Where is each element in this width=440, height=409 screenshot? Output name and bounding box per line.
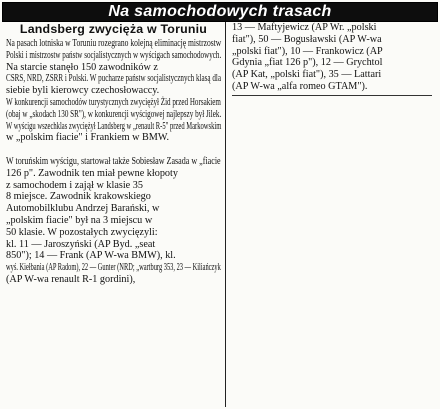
- text-line: 850"); 14 — Frank (AP W-wa BMW), kl.: [6, 250, 176, 262]
- text-line: Automobilklubu Andrzej Barański, w: [6, 203, 160, 215]
- text-line: W wyścigu wszechklas zwyciężył Landsberg w „renault R-5" przed Markowskim: [6, 120, 222, 132]
- text-line: fiat"), 50 — Bogusławski (AP W-wa: [232, 33, 382, 45]
- text-line: Polski i mistrzostw państw socjalistycznych w wyścigach samochodowych.: [6, 49, 222, 61]
- text-line: Gdynia „fiat 126 p"), 12 — Grychtol: [232, 57, 383, 69]
- text-line: W toruńskim wyścigu, startował także Sobiesław Zasada w „fiacie: [6, 155, 221, 167]
- text-line: CSRS, NRD, ZSRR i Polski. W pucharze państw socjalistycznych klasą dla: [6, 73, 221, 85]
- text-line: (AP Kat, „polski fiat"), 35 — Lattari: [232, 69, 382, 81]
- text-line: 13 — Maftyjewicz (AP Wr. „polski: [232, 22, 377, 33]
- column-divider: [225, 22, 226, 407]
- article-body-left: [6, 38, 221, 286]
- text-line: (obaj w „skodach 130 SR"), w konkurencji wyścigowej najlepszy był Jilek.: [6, 108, 222, 120]
- text-line: W konkurencji samochodów turystycznych zwyciężył Żid przed Horsakiem: [6, 96, 221, 108]
- text-line: 50 klasie. W pozostałych zwycięzyli:: [6, 226, 158, 238]
- article-body-right: [232, 22, 436, 93]
- text-line: wyś. Kiełbania (AP Radom), 22 — Gunter (NRD; „wartburg 353, 23 — Kiliańczyk: [6, 262, 221, 274]
- section-banner: [2, 2, 438, 22]
- text-line: kl. 11 — Jaroszyński (AP Byd. „seat: [6, 238, 156, 250]
- text-line: 126 p". Zawodnik ten miał pewne kłopoty: [6, 167, 178, 179]
- text-line: Na pasach lotniska w Toruniu rozegrano kolejną eliminację mistrzostw: [6, 38, 222, 49]
- section-title: Na samochodowych trasach: [108, 3, 332, 20]
- text-line: siebie byli kierowcy czechosłowaccy.: [6, 85, 160, 97]
- text-line: „polski fiat"), 10 — Frankowicz (AP: [232, 45, 383, 57]
- article-headline: Landsberg zwycięża w Toruniu: [19, 22, 208, 36]
- text-line: (AP W-wa renault R-1 gordini),: [6, 273, 136, 285]
- text-line: w „polskim fiacie" i Frankiem w BMW.: [6, 132, 170, 144]
- text-line: Na starcie stanęło 150 zawodników z: [6, 61, 158, 73]
- right-column: [232, 22, 436, 93]
- left-column: [6, 22, 221, 286]
- text-line: „polskim fiacie" był na 3 miejscu w: [6, 214, 153, 226]
- text-line: (AP W-wa „alfa romeo GTAM").: [232, 80, 368, 92]
- text-line: z samochodem i zajął w klasie 35: [6, 179, 143, 191]
- end-rule: [232, 95, 432, 96]
- text-line: 8 miejsce. Zawodnik krakowskiego: [6, 191, 151, 203]
- text-line: [6, 144, 221, 156]
